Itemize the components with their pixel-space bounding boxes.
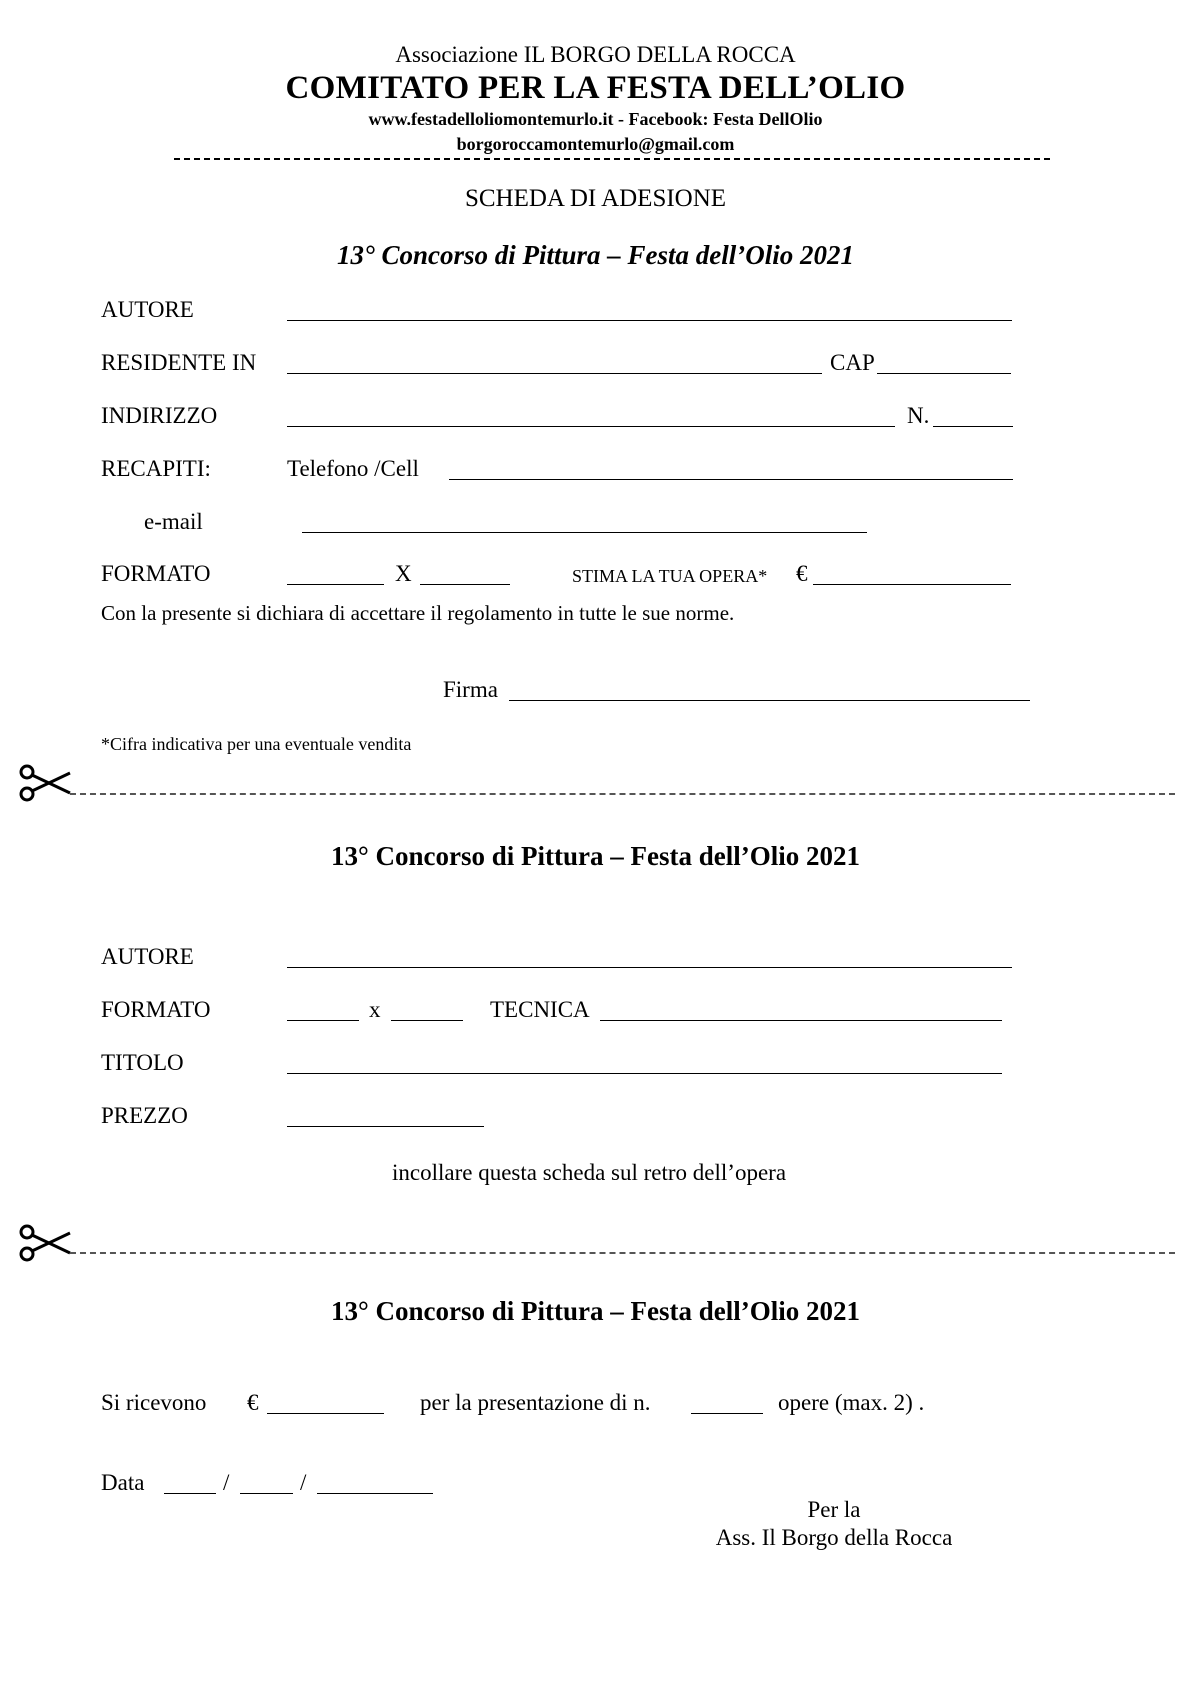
- scissors-icon: [18, 1223, 72, 1263]
- declaration-text: Con la presente si dichiara di accettare il regolamento in tutte le sue norme.: [101, 601, 735, 625]
- works-count-field[interactable]: [691, 1413, 763, 1414]
- card-instruction: incollare questa scheda sul retro dell’opera: [392, 1160, 787, 1185]
- cap-label: CAP: [830, 350, 875, 375]
- euro-symbol: €: [796, 561, 808, 586]
- street-number-field[interactable]: [933, 426, 1013, 427]
- card-author-field[interactable]: [287, 967, 1012, 968]
- signature-field[interactable]: [509, 700, 1030, 701]
- date-month-field[interactable]: [240, 1493, 293, 1494]
- phone-field[interactable]: [449, 479, 1013, 480]
- date-slash-2: /: [300, 1470, 307, 1495]
- contacts-label: RECAPITI:: [101, 456, 211, 481]
- works-text: opere (max. 2) .: [778, 1390, 925, 1415]
- card-author-label: AUTORE: [101, 944, 194, 969]
- address-label: INDIRIZZO: [101, 403, 218, 428]
- presentation-text: per la presentazione di n.: [420, 1390, 651, 1415]
- association-signature: Ass. Il Borgo della Rocca: [715, 1525, 953, 1550]
- format-width-field[interactable]: [287, 584, 384, 585]
- scissors-icon: [18, 763, 72, 803]
- resident-label: RESIDENTE IN: [101, 350, 257, 375]
- card-price-label: PREZZO: [101, 1103, 188, 1128]
- email-field[interactable]: [302, 532, 867, 533]
- format-label: FORMATO: [101, 561, 211, 586]
- estimate-field[interactable]: [813, 584, 1011, 585]
- card-format-x: x: [369, 997, 381, 1022]
- resident-field[interactable]: [287, 373, 822, 374]
- card-title-field[interactable]: [287, 1073, 1002, 1074]
- technique-field[interactable]: [600, 1020, 1002, 1021]
- estimate-label: STIMA LA TUA OPERA*: [572, 566, 768, 586]
- format-height-field[interactable]: [420, 584, 510, 585]
- address-field[interactable]: [287, 426, 895, 427]
- contest-heading: 13° Concorso di Pittura – Festa dell’Olio 2021: [336, 240, 855, 270]
- card-price-field[interactable]: [287, 1126, 484, 1127]
- author-label: AUTORE: [101, 297, 194, 322]
- receipt-amount-field[interactable]: [267, 1413, 384, 1414]
- cut-line: [70, 793, 1175, 795]
- footnote: *Cifra indicativa per una eventuale vendita: [101, 734, 412, 754]
- date-day-field[interactable]: [164, 1493, 216, 1494]
- committee-title: COMITATO PER LA FESTA DELL’OLIO: [285, 70, 906, 106]
- cut-line: [70, 1252, 1175, 1254]
- form-title: SCHEDA DI ADESIONE: [464, 185, 727, 212]
- card-format-height-field[interactable]: [391, 1020, 463, 1021]
- card-contest-heading: 13° Concorso di Pittura – Festa dell’Olio 2021: [330, 841, 860, 871]
- card-format-label: FORMATO: [101, 997, 211, 1022]
- format-x: X: [395, 561, 412, 586]
- card-title-label: TITOLO: [101, 1050, 184, 1075]
- received-label: Si ricevono: [101, 1390, 207, 1415]
- card-format-width-field[interactable]: [287, 1020, 359, 1021]
- receipt-contest-heading: 13° Concorso di Pittura – Festa dell’Olio 2021: [330, 1296, 860, 1326]
- date-label: Data: [101, 1470, 145, 1495]
- author-field[interactable]: [287, 320, 1012, 321]
- email-line: borgoroccamontemurlo@gmail.com: [456, 134, 735, 154]
- website-line: www.festadelloliomontemurlo.it - Facebook: Festa DellOlio: [368, 109, 823, 129]
- signature-label: Firma: [443, 677, 498, 702]
- per-la-text: Per la: [807, 1497, 861, 1522]
- date-year-field[interactable]: [317, 1493, 433, 1494]
- cap-field[interactable]: [877, 373, 1011, 374]
- association-name: Associazione IL BORGO DELLA ROCCA: [395, 42, 796, 67]
- street-number-label: N.: [907, 403, 930, 428]
- date-slash-1: /: [223, 1470, 230, 1495]
- receipt-euro-symbol: €: [247, 1390, 259, 1415]
- email-label: e-mail: [144, 509, 203, 534]
- header-divider: [174, 158, 1050, 160]
- phone-label: Telefono /Cell: [287, 456, 419, 481]
- technique-label: TECNICA: [490, 997, 590, 1022]
